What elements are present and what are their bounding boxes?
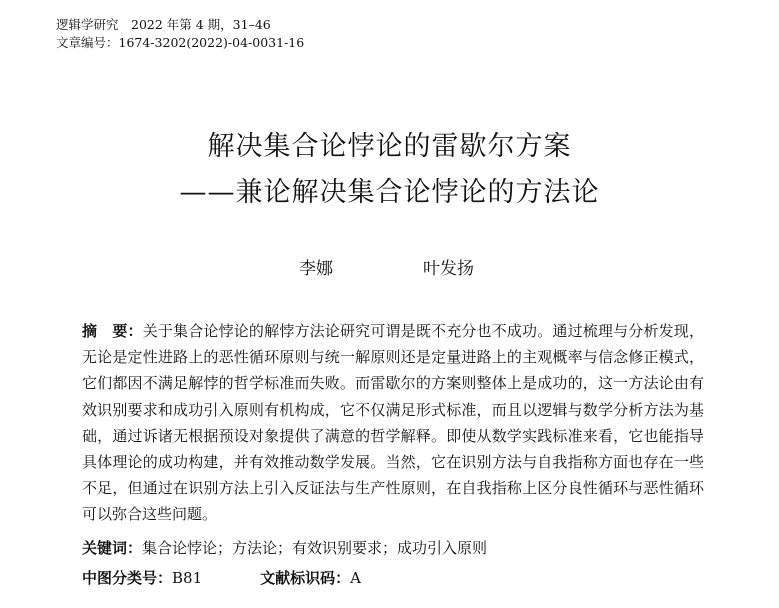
paper-title: [0, 124, 779, 216]
keywords-text: 集合论悖论；方法论；有效识别要求；成功引入原则: [142, 539, 488, 557]
journal-header: [56, 16, 304, 52]
author-name: 李娜: [299, 259, 333, 279]
abstract-label: 摘 要：: [82, 322, 143, 340]
author-list: [0, 254, 779, 282]
doc-code-label: 文献标识码：: [260, 569, 351, 587]
classification-line: [82, 566, 361, 590]
journal-issue-line: 逻辑学研究 2022 年第 4 期，31–46: [56, 17, 271, 32]
doc-code-value: A: [350, 569, 361, 587]
abstract-text: 关于集合论悖论的解悖方法论研究可谓是既不充分也不成功。通过梳理与分析发现，无论是定性进路上的恶性循环原则与统一解原则还是定量进路上的主观概率与信念修正模式，它们都因不满足解悖的哲学标准而失败。而雷歇尔的方案则整体上是成功的，这一方法论由有效识别要求和成功引入原则有机构成，它不仅满足形式标准，而且以逻辑与数学分析方法为基础，通过诉诸无根据预设对象提供了满意的哲学解释。即使从数学实践标准来看，它也能指导具体理论的成功构建，并有效推动数学发展。当然，它在识别方法与自我指称方面也存在一些不足，但通过在识别方法上引入反证法与生产性原则，在自我指称上区分良性循环与恶性循环可以弥合这些问题。: [82, 322, 704, 524]
abstract: [82, 318, 704, 528]
subtitle: ——兼论解决集合论悖论的方法论: [179, 177, 600, 208]
clc-label: 中图分类号：: [82, 569, 173, 587]
keywords: [82, 536, 487, 560]
article-number-line: 文章编号：1674-3202(2022)-04-0031-16: [56, 35, 305, 50]
main-title: 解决集合论悖论的雷歇尔方案: [207, 131, 572, 162]
keywords-label: 关键词：: [82, 539, 143, 557]
author-name: 叶发扬: [423, 259, 474, 279]
clc-value: B81: [172, 569, 203, 587]
